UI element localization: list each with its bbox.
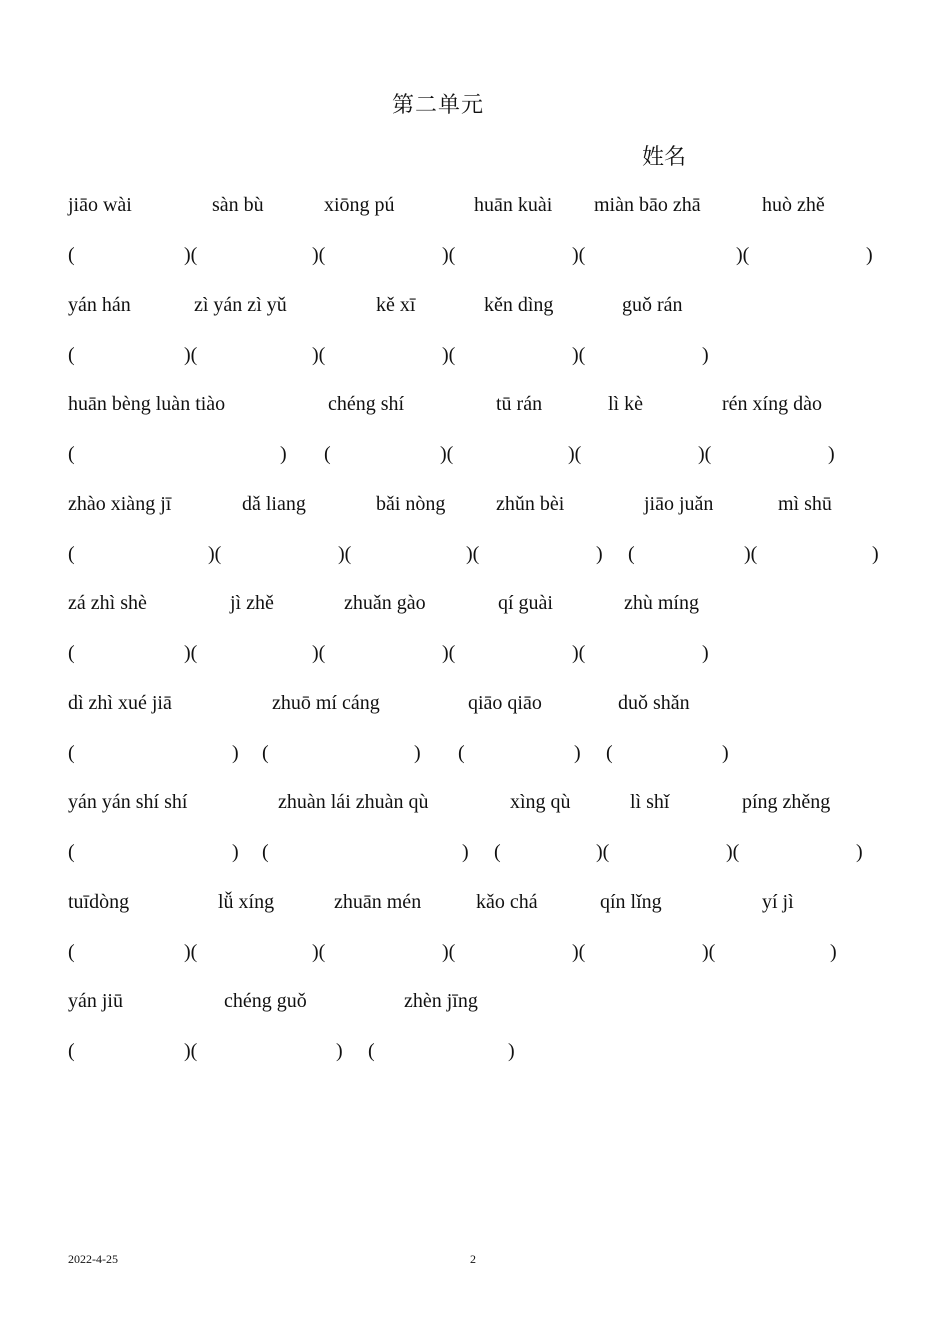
pinyin-word: jiāo juǎn (644, 493, 714, 515)
pinyin-word: zhǔn bèi (496, 493, 565, 515)
parenthesis: ) (856, 841, 863, 863)
pinyin-word: bǎi nòng (376, 493, 446, 515)
answer-blank-row[interactable] (0, 240, 950, 270)
parenthesis: ) (232, 742, 239, 764)
parenthesis: ) (232, 841, 239, 863)
parenthesis: ( (68, 1040, 75, 1062)
answer-blank-row[interactable] (0, 638, 950, 668)
parenthesis: ( (324, 443, 331, 465)
parenthesis: ( (68, 642, 75, 664)
parenthesis: ) (830, 941, 837, 963)
pinyin-row (0, 389, 950, 419)
name-label: 姓名 (642, 144, 687, 169)
parenthesis: )( (442, 941, 456, 963)
answer-blank-row[interactable] (0, 439, 950, 469)
footer-date: 2022-4-25 (68, 1252, 118, 1266)
pinyin-word: xiōng pú (324, 194, 395, 216)
pinyin-word: sàn bù (212, 194, 264, 216)
pinyin-word: píng zhěng (742, 791, 831, 813)
parenthesis: ( (68, 543, 75, 565)
parenthesis: ( (494, 841, 501, 863)
pinyin-word: qí guài (498, 592, 553, 614)
pinyin-word: lì kè (608, 393, 643, 415)
pinyin-word: qiāo qiāo (468, 692, 542, 714)
answer-blank-row[interactable] (0, 340, 950, 370)
parenthesis: )( (568, 443, 582, 465)
parenthesis: )( (726, 841, 740, 863)
parenthesis: ) (866, 244, 873, 266)
answer-blank-row[interactable] (0, 937, 950, 967)
pinyin-word: tuīdòng (68, 891, 130, 913)
pinyin-word: zhuān mén (334, 891, 422, 913)
pinyin-word: qín lǐng (600, 891, 662, 913)
pinyin-word: duǒ shǎn (618, 692, 690, 714)
pinyin-word: zhuàn lái zhuàn qù (278, 791, 429, 813)
parenthesis: ( (262, 742, 269, 764)
pinyin-word: zá zhì shè (68, 592, 147, 614)
pinyin-word: kǎo chá (476, 891, 538, 913)
parenthesis: )( (442, 642, 456, 664)
parenthesis: )( (572, 244, 586, 266)
parenthesis: ( (262, 841, 269, 863)
parenthesis: )( (440, 443, 454, 465)
pinyin-word: huān kuài (474, 194, 553, 216)
pinyin-word: zhào xiàng jī (68, 493, 172, 515)
parenthesis: ) (414, 742, 421, 764)
parenthesis: )( (338, 543, 352, 565)
parenthesis: ) (702, 344, 709, 366)
parenthesis: ( (368, 1040, 375, 1062)
pinyin-word: dǎ liang (242, 493, 306, 515)
parenthesis: ( (68, 941, 75, 963)
pinyin-word: lì shǐ (630, 791, 670, 813)
parenthesis: ( (606, 742, 613, 764)
pinyin-row (0, 887, 950, 917)
parenthesis: )( (312, 344, 326, 366)
pinyin-word: zhèn jīng (404, 990, 478, 1012)
parenthesis: ( (68, 244, 75, 266)
pinyin-word: yí jì (762, 891, 794, 913)
footer-page-number: 2 (470, 1252, 476, 1266)
pinyin-word: yán yán shí shí (68, 791, 188, 813)
pinyin-word: lǚ xíng (218, 891, 275, 913)
pinyin-word: yán jiū (68, 990, 123, 1012)
pinyin-row (0, 588, 950, 618)
parenthesis: )( (698, 443, 712, 465)
parenthesis: )( (572, 941, 586, 963)
pinyin-word: chéng shí (328, 393, 405, 415)
pinyin-word: mì shū (778, 493, 832, 515)
parenthesis: ) (872, 543, 879, 565)
parenthesis: )( (442, 344, 456, 366)
parenthesis: )( (736, 244, 750, 266)
pinyin-word: zì yán zì yǔ (194, 294, 287, 316)
parenthesis: )( (596, 841, 610, 863)
pinyin-word: kě xī (376, 294, 416, 316)
parenthesis: ) (722, 742, 729, 764)
parenthesis: ( (628, 543, 635, 565)
parenthesis: ) (596, 543, 603, 565)
parenthesis: ) (508, 1040, 515, 1062)
parenthesis: )( (466, 543, 480, 565)
parenthesis: ( (68, 443, 75, 465)
parenthesis: )( (702, 941, 716, 963)
parenthesis: ) (280, 443, 287, 465)
parenthesis: ) (574, 742, 581, 764)
pinyin-word: xìng qù (510, 791, 571, 813)
pinyin-row (0, 489, 950, 519)
pinyin-row (0, 986, 950, 1016)
parenthesis: ( (68, 841, 75, 863)
parenthesis: )( (208, 543, 222, 565)
parenthesis: )( (184, 642, 198, 664)
parenthesis: )( (572, 344, 586, 366)
pinyin-word: zhuǎn gào (344, 592, 426, 614)
pinyin-word: jiāo wài (68, 194, 132, 216)
parenthesis: ( (68, 742, 75, 764)
pinyin-word: miàn bāo zhā (594, 194, 701, 216)
parenthesis: )( (744, 543, 758, 565)
parenthesis: ( (68, 344, 75, 366)
pinyin-word: tū rán (496, 393, 543, 415)
parenthesis: ) (828, 443, 835, 465)
page-title: 第二单元 (392, 92, 485, 117)
pinyin-row (0, 688, 950, 718)
pinyin-row (0, 787, 950, 817)
parenthesis: )( (312, 244, 326, 266)
pinyin-row (0, 190, 950, 220)
pinyin-word: huān bèng luàn tiào (68, 393, 226, 415)
answer-blank-row[interactable] (0, 1036, 950, 1066)
parenthesis: )( (442, 244, 456, 266)
pinyin-word: yán hán (68, 294, 131, 316)
answer-blank-row[interactable] (0, 837, 950, 867)
pinyin-row (0, 290, 950, 320)
pinyin-word: chéng guǒ (224, 990, 307, 1012)
parenthesis: ( (458, 742, 465, 764)
parenthesis: )( (312, 642, 326, 664)
pinyin-word: guǒ rán (622, 294, 683, 316)
parenthesis: )( (184, 941, 198, 963)
pinyin-word: jì zhě (230, 592, 274, 614)
parenthesis: )( (184, 1040, 198, 1062)
parenthesis: )( (572, 642, 586, 664)
parenthesis: )( (312, 941, 326, 963)
pinyin-word: zhù míng (624, 592, 699, 614)
parenthesis: )( (184, 244, 198, 266)
pinyin-word: zhuō mí cáng (272, 692, 380, 714)
pinyin-word: rén xíng dào (722, 393, 822, 415)
parenthesis: ) (702, 642, 709, 664)
pinyin-word: dì zhì xué jiā (68, 692, 172, 714)
answer-blank-row[interactable] (0, 539, 950, 569)
pinyin-word: kěn dìng (484, 294, 554, 316)
answer-blank-row[interactable] (0, 738, 950, 768)
parenthesis: ) (336, 1040, 343, 1062)
pinyin-word: huò zhě (762, 194, 825, 216)
parenthesis: )( (184, 344, 198, 366)
parenthesis: ) (462, 841, 469, 863)
